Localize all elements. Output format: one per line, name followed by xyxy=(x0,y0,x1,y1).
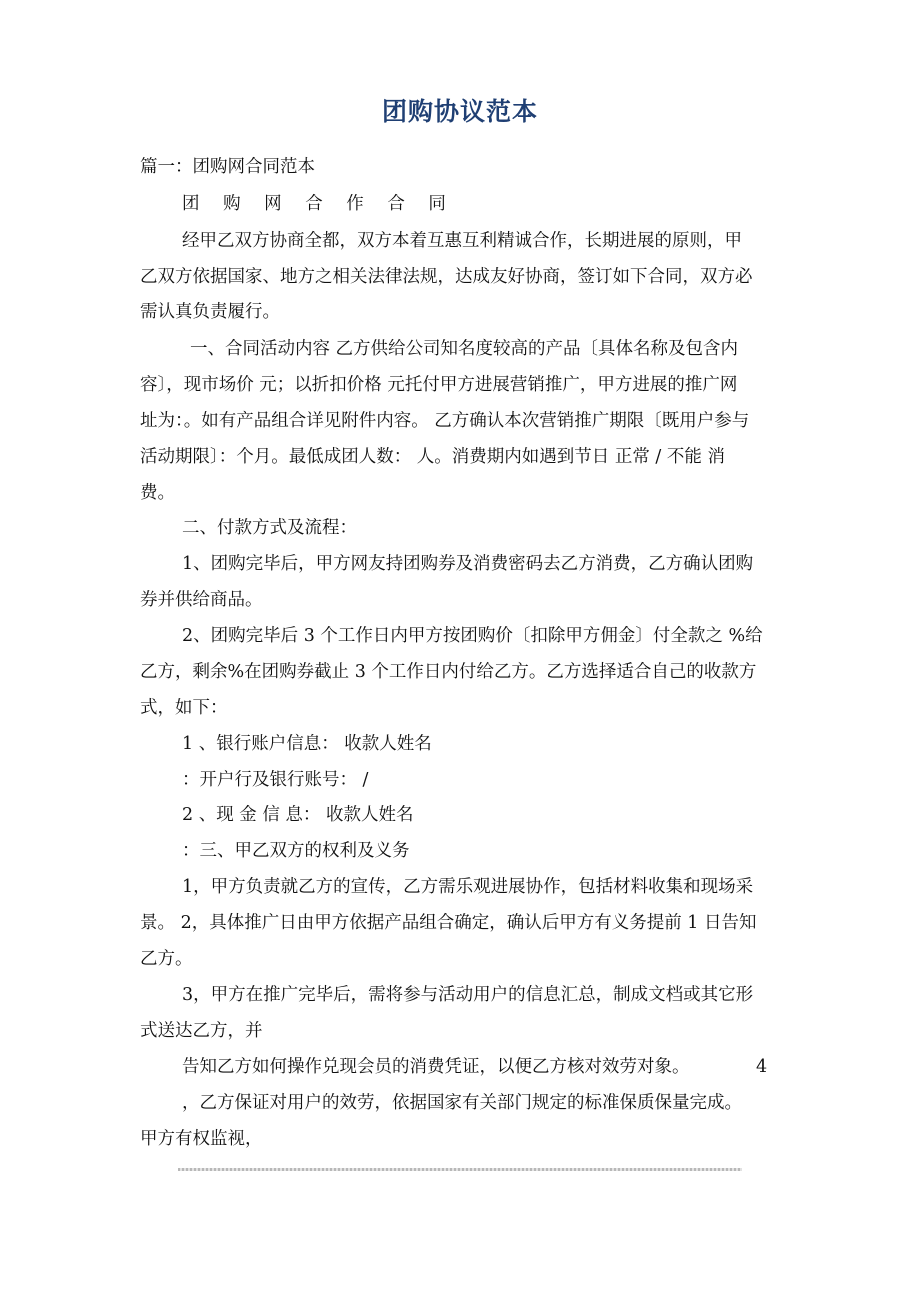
text-line: 活动期限〕：个月。最低成团人数： 人。消费期内如遇到节日 正常 / 不能 消 xyxy=(140,447,725,467)
text-line: 券并供给商品。 xyxy=(140,590,263,610)
text-line: 4 xyxy=(756,1057,768,1077)
text-line: ：三、甲乙双方的权利及义务 xyxy=(182,841,410,861)
text-line: 团 购 网 合 作 合 同 xyxy=(182,194,455,214)
text-line: 式送达乙方，并 xyxy=(140,1021,263,1041)
document-title: 团购协议范本 xyxy=(381,97,538,126)
text-line: 篇一：团购网合同范本 xyxy=(140,157,315,177)
text-line: 乙方，剩余%在团购券截止 3 个工作日内付给乙方。乙方选择适合自己的收款方 xyxy=(140,662,757,682)
text-line: 1、团购完毕后，甲方网友持团购券及消费密码去乙方消费，乙方确认团购 xyxy=(182,554,754,574)
text-line: ：开户行及银行账号： / xyxy=(182,770,369,790)
text-line: 需认真负责履行。 xyxy=(140,302,280,322)
text-line: 乙方。 xyxy=(140,949,193,969)
text-line: 告知乙方如何操作兑现会员的消费凭证，以便乙方核对效劳对象。 xyxy=(182,1057,690,1077)
text-line: 经甲乙双方协商全都，双方本着互惠互利精诚合作，长期进展的原则，甲 xyxy=(182,231,742,251)
text-line: 费。 xyxy=(140,483,175,503)
text-line: 3，甲方在推广完毕后，需将参与活动用户的信息汇总，制成文档或其它形 xyxy=(182,985,754,1005)
text-line: 二、付款方式及流程： xyxy=(182,518,357,538)
text-line: 甲方有权监视， xyxy=(140,1129,263,1149)
footer-divider xyxy=(178,1168,742,1171)
text-line: 2、团购完毕后 3 个工作日内甲方按团购价〔扣除甲方佣金〕付全款之 %给 xyxy=(182,626,763,646)
text-line: 1，甲方负责就乙方的宣传，乙方需乐观进展协作，包括材料收集和现场采 xyxy=(182,877,754,897)
text-line: 址为：。如有产品组合详见附件内容。 乙方确认本次营销推广期限〔既用户参与 xyxy=(140,411,750,431)
text-line: ，乙方保证对用户的效劳，依据国家有关部门规定的标准保质保量完成。 xyxy=(182,1093,742,1113)
text-line: 1 、银行账户信息： 收款人姓名 xyxy=(182,734,432,754)
text-line: 一、合同活动内容 乙方供给公司知名度较高的产品〔具体名称及包含内 xyxy=(190,339,739,359)
text-line: 容〕，现市场价 元；以折扣价格 元托付甲方进展营销推广，甲方进展的推广网 xyxy=(140,375,738,395)
text-line: 式，如下： xyxy=(140,698,228,718)
text-line: 2 、现 金 信 息： 收款人姓名 xyxy=(182,805,414,825)
text-line: 乙双方依据国家、地方之相关法律法规，达成友好协商，签订如下合同，双方必 xyxy=(140,267,753,287)
text-line: 景。 2，具体推广日由甲方依据产品组合确定，确认后甲方有义务提前 1 日告知 xyxy=(140,913,757,933)
